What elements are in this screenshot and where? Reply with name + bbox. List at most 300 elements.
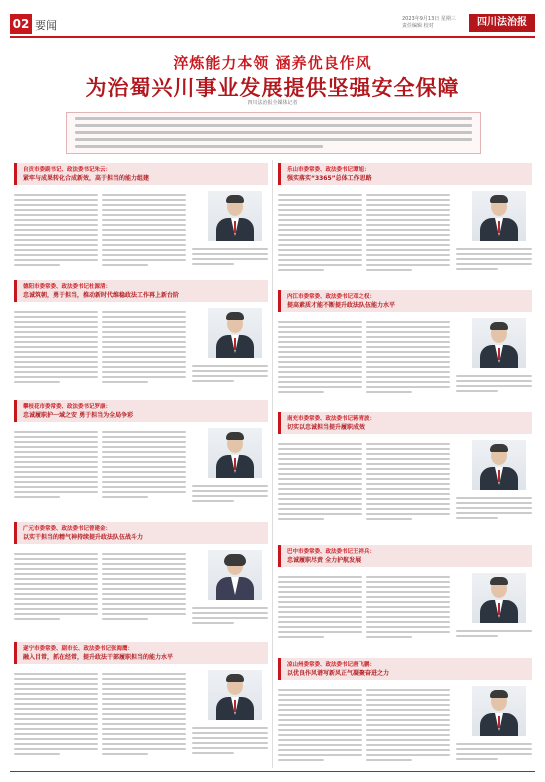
text-line	[366, 754, 450, 756]
text-line	[14, 234, 98, 236]
text-line	[456, 748, 532, 750]
text-line	[366, 704, 450, 706]
article-body-text	[102, 191, 186, 266]
text-line	[278, 699, 362, 701]
card-title-quote: 以实干担当的精气神持续提升政法队伍战斗力	[23, 534, 144, 541]
text-line	[14, 673, 98, 675]
article-body-text	[366, 573, 450, 638]
text-line	[366, 591, 450, 593]
text-line	[102, 371, 186, 373]
text-line	[102, 476, 186, 478]
text-line	[14, 361, 98, 363]
text-line	[278, 214, 362, 216]
article-body-text	[192, 604, 268, 624]
text-line	[14, 441, 98, 443]
text-line	[366, 694, 450, 696]
text-line	[14, 598, 98, 600]
text-line	[366, 356, 450, 358]
footer-rule	[10, 771, 535, 772]
text-line	[366, 719, 450, 721]
text-line	[102, 204, 186, 206]
text-line	[366, 581, 450, 583]
text-line	[14, 331, 98, 333]
text-line	[102, 693, 186, 695]
text-line	[14, 446, 98, 448]
text-line	[278, 621, 362, 623]
text-line	[366, 626, 450, 628]
text-line	[456, 253, 532, 255]
card-title-name: 乐山市委常委、政法委书记谭旭：	[287, 167, 370, 173]
text-line	[278, 381, 362, 383]
text-line	[102, 351, 186, 353]
text-line	[14, 718, 98, 720]
portrait-photo	[472, 318, 526, 368]
portrait-photo	[208, 428, 262, 478]
text-line	[366, 759, 412, 761]
text-line	[366, 376, 450, 378]
text-line	[278, 581, 362, 583]
card-title-quote: 忠诚筑朝，勇于担当，推动新时代维稳政法工作再上新台阶	[23, 292, 180, 299]
text-line	[366, 443, 450, 445]
text-line	[102, 321, 186, 323]
text-line	[278, 729, 362, 731]
article-body-text	[456, 245, 532, 270]
text-line	[366, 749, 450, 751]
text-line	[278, 443, 362, 445]
text-line	[366, 636, 412, 638]
card-title-quote: 紧牢与成果转化合成新效，高于担当的能力组建	[23, 175, 150, 182]
card-title	[14, 642, 268, 664]
text-line	[278, 694, 362, 696]
text-line	[14, 244, 98, 246]
text-line	[278, 611, 362, 613]
text-line	[366, 448, 450, 450]
text-line	[366, 488, 450, 490]
text-line	[102, 563, 186, 565]
text-line	[14, 204, 98, 206]
text-line	[278, 194, 362, 196]
text-line	[102, 224, 186, 226]
text-line	[14, 466, 98, 468]
card-guangyuan	[14, 522, 268, 632]
text-line	[102, 738, 186, 740]
text-line	[456, 517, 498, 519]
page-number: 02	[10, 14, 32, 34]
header-rule	[10, 36, 535, 38]
text-line	[192, 248, 268, 250]
text-line	[366, 631, 450, 633]
issue-date: 2023年9月13日 星期三	[402, 16, 456, 22]
text-line	[102, 451, 186, 453]
text-line	[278, 331, 362, 333]
text-line	[278, 749, 362, 751]
text-line	[192, 490, 268, 492]
text-line	[366, 391, 412, 393]
card-title-quote: 提高素质才能不断提升政法队伍能力水平	[287, 302, 396, 309]
text-line	[102, 723, 186, 725]
text-line	[14, 678, 98, 680]
text-line	[278, 463, 362, 465]
text-line	[102, 568, 186, 570]
text-line	[192, 617, 268, 619]
text-line	[366, 463, 450, 465]
text-line	[456, 268, 498, 270]
text-line	[14, 703, 98, 705]
text-line	[14, 219, 98, 221]
text-line	[278, 239, 362, 241]
text-line	[278, 586, 362, 588]
article-body-text	[456, 740, 532, 760]
text-line	[14, 728, 98, 730]
text-line	[366, 714, 450, 716]
text-line	[192, 732, 268, 734]
text-line	[366, 341, 450, 343]
text-line	[192, 742, 268, 744]
text-line	[278, 503, 362, 505]
text-line	[366, 381, 450, 383]
text-line	[278, 199, 362, 201]
text-line	[102, 456, 186, 458]
text-line	[14, 436, 98, 438]
text-line	[278, 366, 362, 368]
text-line	[14, 356, 98, 358]
text-line	[102, 326, 186, 328]
text-line	[102, 618, 148, 620]
text-line	[278, 631, 362, 633]
card-title-name: 遂宁市委常委、副市长、政法委书记张海鹰：	[23, 646, 134, 652]
text-line	[366, 621, 450, 623]
card-suining	[14, 642, 268, 767]
text-line	[14, 451, 98, 453]
text-line	[102, 688, 186, 690]
text-line	[192, 737, 268, 739]
page-header	[10, 14, 535, 36]
card-nanchong	[278, 412, 532, 532]
article-body-text	[366, 686, 450, 761]
card-title-quote: 忠诚履职尽责 全力护航发展	[287, 557, 362, 564]
text-line	[102, 683, 186, 685]
text-line	[192, 485, 268, 487]
text-line	[14, 723, 98, 725]
card-zigong	[14, 163, 268, 273]
text-line	[14, 471, 98, 473]
article-body-text	[102, 428, 186, 498]
portrait-photo	[208, 670, 262, 720]
text-line	[14, 713, 98, 715]
text-line	[278, 234, 362, 236]
text-line	[14, 249, 98, 251]
text-line	[14, 588, 98, 590]
text-line	[366, 473, 450, 475]
portrait-photo	[472, 573, 526, 623]
article-body-text	[192, 362, 268, 382]
column-divider	[272, 160, 273, 768]
text-line	[366, 729, 450, 731]
text-line	[278, 488, 362, 490]
text-line	[14, 199, 98, 201]
text-line	[366, 724, 450, 726]
text-line	[278, 626, 362, 628]
text-line	[102, 311, 186, 313]
card-leshan	[278, 163, 532, 278]
text-line	[366, 739, 450, 741]
text-line	[366, 468, 450, 470]
card-title-name: 凉山州委常委、政法委书记唐飞鹏：	[287, 662, 376, 668]
card-liangshan	[278, 658, 532, 768]
text-line	[366, 234, 450, 236]
text-line	[14, 491, 98, 493]
text-line	[102, 366, 186, 368]
issue-meta	[402, 16, 472, 30]
text-line	[14, 481, 98, 483]
text-line	[102, 583, 186, 585]
article-body-text	[456, 494, 532, 519]
text-line	[278, 244, 362, 246]
text-line	[366, 709, 450, 711]
article-body-text	[278, 573, 362, 638]
text-line	[102, 376, 186, 378]
text-line	[14, 381, 60, 383]
text-line	[278, 596, 362, 598]
text-line	[14, 316, 98, 318]
text-line	[278, 508, 362, 510]
article-body-text	[192, 245, 268, 265]
text-line	[14, 456, 98, 458]
text-line	[366, 576, 450, 578]
text-line	[102, 209, 186, 211]
text-line	[278, 254, 362, 256]
text-line	[366, 453, 450, 455]
text-line	[278, 576, 362, 578]
text-line	[278, 636, 324, 638]
text-line	[102, 573, 186, 575]
text-line	[102, 578, 186, 580]
text-line	[456, 385, 532, 387]
text-line	[102, 481, 186, 483]
text-line	[102, 748, 186, 750]
text-line	[102, 733, 186, 735]
text-line	[14, 573, 98, 575]
text-line	[366, 478, 450, 480]
portrait-photo	[472, 191, 526, 241]
text-line	[278, 601, 362, 603]
article-body-text	[102, 550, 186, 620]
text-line	[366, 254, 450, 256]
text-line	[278, 759, 324, 761]
article-body-text	[102, 308, 186, 383]
text-line	[102, 341, 186, 343]
text-line	[14, 553, 98, 555]
text-line	[278, 468, 362, 470]
text-line	[14, 259, 98, 261]
text-line	[366, 199, 450, 201]
text-line	[14, 496, 60, 498]
text-line	[14, 371, 98, 373]
text-line	[102, 603, 186, 605]
text-line	[366, 331, 450, 333]
card-title	[278, 412, 532, 434]
text-line	[278, 591, 362, 593]
text-line	[102, 728, 186, 730]
card-title	[278, 545, 532, 567]
text-line	[366, 209, 450, 211]
text-line	[192, 258, 268, 260]
text-line	[14, 603, 98, 605]
text-line	[102, 491, 186, 493]
text-line	[14, 698, 98, 700]
text-line	[14, 461, 98, 463]
text-line	[102, 264, 148, 266]
text-line	[14, 336, 98, 338]
text-line	[456, 502, 532, 504]
article-body-text	[366, 191, 450, 271]
text-line	[366, 493, 450, 495]
text-line	[14, 311, 98, 313]
article-body-text	[278, 191, 362, 271]
text-line	[278, 361, 362, 363]
text-line	[102, 259, 186, 261]
text-line	[278, 249, 362, 251]
text-line	[14, 366, 98, 368]
text-line	[278, 351, 362, 353]
text-line	[14, 214, 98, 216]
portrait-photo	[208, 191, 262, 241]
article-headline: 为治蜀兴川事业发展提供坚强安全保障	[85, 76, 460, 100]
text-line	[278, 483, 362, 485]
text-line	[14, 618, 60, 620]
text-line	[102, 356, 186, 358]
text-line	[278, 689, 362, 691]
text-line	[366, 498, 450, 500]
text-line	[14, 264, 60, 266]
article-body-text	[278, 318, 362, 393]
article-body-text	[456, 627, 532, 637]
text-line	[14, 708, 98, 710]
text-line	[102, 254, 186, 256]
text-line	[14, 748, 98, 750]
text-line	[278, 209, 362, 211]
text-line	[192, 380, 234, 382]
article-body-text	[278, 440, 362, 520]
text-line	[278, 518, 324, 520]
text-line	[102, 593, 186, 595]
card-title-name: 内江市委常委、政法委书记邓之权：	[287, 294, 376, 300]
card-title-name: 巴中市委常委、政法委书记王祥兵：	[287, 549, 376, 555]
text-line	[278, 453, 362, 455]
text-line	[102, 466, 186, 468]
text-line	[14, 431, 98, 433]
card-title-name: 德阳市委常委、政法委书记杜源清：	[23, 284, 112, 290]
text-line	[278, 458, 362, 460]
text-line	[366, 513, 450, 515]
text-line	[192, 727, 268, 729]
text-line	[366, 351, 450, 353]
article-body-text	[14, 308, 98, 383]
card-title-name: 自贡市委副书记、政法委书记朱云：	[23, 167, 112, 173]
card-title-quote: 忠诚履职护一域之安 勇于担当为全局争彩	[23, 412, 134, 419]
text-line	[14, 693, 98, 695]
text-line	[192, 607, 268, 609]
text-line	[278, 204, 362, 206]
card-bazhong	[278, 545, 532, 645]
text-line	[456, 512, 532, 514]
text-line	[366, 244, 450, 246]
text-line	[192, 370, 268, 372]
text-line	[456, 630, 532, 632]
text-line	[14, 583, 98, 585]
text-line	[278, 734, 362, 736]
text-line	[192, 752, 234, 754]
text-line	[278, 744, 362, 746]
card-title	[278, 290, 532, 312]
text-line	[192, 365, 268, 367]
card-title-name: 南充市委常委、政法委书记蒋青波：	[287, 416, 376, 422]
text-line	[278, 754, 362, 756]
card-neijiang	[278, 290, 532, 400]
lead-paragraph-box	[66, 112, 481, 154]
text-line	[278, 493, 362, 495]
text-line	[14, 239, 98, 241]
text-line	[366, 361, 450, 363]
text-line	[278, 606, 362, 608]
card-title-quote: 强实落实“3365”总体工作思路	[287, 175, 372, 182]
text-line	[14, 346, 98, 348]
text-line	[366, 229, 450, 231]
article-body-text	[14, 191, 98, 266]
text-line	[366, 689, 450, 691]
text-line	[278, 391, 324, 393]
text-line	[102, 346, 186, 348]
text-line	[366, 259, 450, 261]
card-title	[278, 163, 532, 185]
text-line	[366, 366, 450, 368]
text-line	[366, 699, 450, 701]
portrait-photo	[208, 308, 262, 358]
text-line	[366, 601, 450, 603]
text-line	[14, 568, 98, 570]
text-line	[366, 269, 412, 271]
text-line	[102, 219, 186, 221]
card-title	[14, 400, 268, 422]
text-line	[366, 371, 450, 373]
issue-editors: 责任编辑 校对	[402, 23, 434, 29]
text-line	[102, 431, 186, 433]
text-line	[366, 326, 450, 328]
text-line	[278, 513, 362, 515]
text-line	[102, 336, 186, 338]
text-line	[456, 390, 498, 392]
text-line	[456, 758, 498, 760]
text-line	[278, 616, 362, 618]
article-body-text	[192, 482, 268, 502]
text-line	[102, 613, 186, 615]
newspaper-logo: 四川法治报	[469, 14, 535, 32]
text-line	[102, 598, 186, 600]
text-line	[14, 486, 98, 488]
text-line	[14, 743, 98, 745]
text-line	[102, 713, 186, 715]
text-line	[456, 743, 532, 745]
text-line	[102, 229, 186, 231]
text-line	[278, 714, 362, 716]
article-body-text	[14, 550, 98, 620]
card-title-name: 攀枝花市委常委、政法委书记罗康：	[23, 404, 112, 410]
text-line	[102, 553, 186, 555]
text-line	[278, 321, 362, 323]
text-line	[278, 704, 362, 706]
text-line	[366, 214, 450, 216]
text-line	[102, 331, 186, 333]
